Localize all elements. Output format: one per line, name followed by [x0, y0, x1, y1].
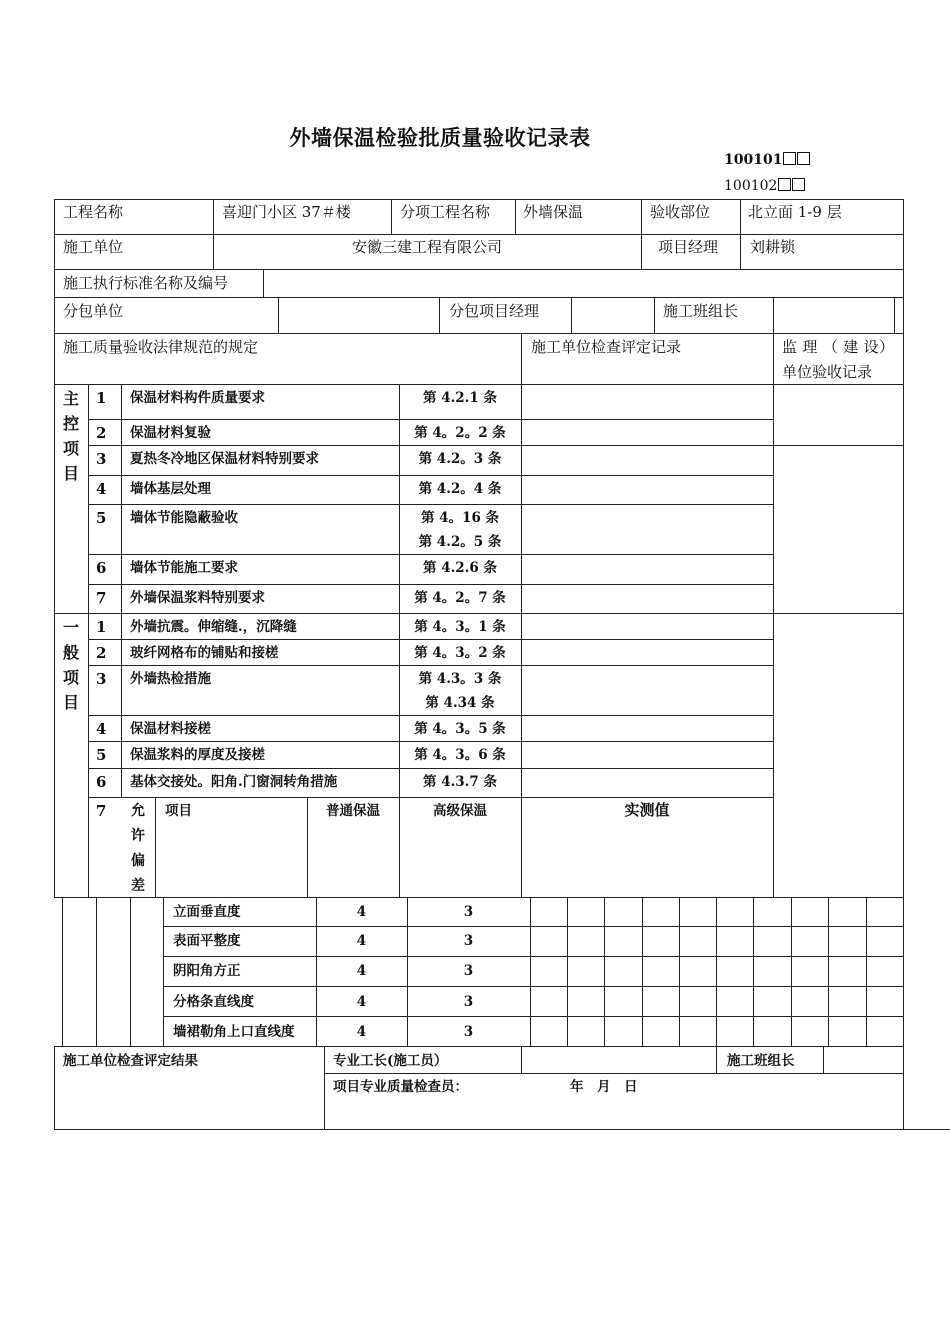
- tolerance-advanced-header: 高级保温: [433, 803, 487, 819]
- item-number: 6: [96, 559, 107, 577]
- acceptance-part-label: 验收部位: [650, 203, 711, 221]
- tolerance-normal-value: 4: [356, 933, 367, 949]
- item-clause: 第 4。3。2 条: [414, 645, 506, 661]
- section-label-char: 一: [62, 618, 79, 637]
- acceptance-part-value: 北立面 1-9 层: [748, 203, 842, 221]
- project-name-label: 工程名称: [63, 203, 124, 221]
- team-leader-label: 施工班组长: [663, 302, 739, 320]
- item-number: 4: [96, 480, 107, 498]
- tolerance-label-char: 差: [131, 878, 145, 894]
- form-code-1: 100101: [724, 152, 810, 168]
- item-description: 外墙抗震。伸缩缝.，沉降缝: [130, 619, 297, 635]
- checkbox-icon: [778, 178, 791, 191]
- tolerance-item-name: 表面平整度: [173, 933, 241, 949]
- measured-value-header: 实测值: [624, 801, 670, 819]
- item-number: 5: [96, 509, 107, 527]
- item-number: 3: [96, 450, 107, 468]
- tolerance-item-name: 阴阳角方正: [173, 963, 241, 979]
- item-clause: 第 4。3。6 条: [414, 747, 506, 763]
- regulation-header: 施工质量验收法律规范的规定: [63, 338, 259, 356]
- item-clause: 第 4。2。7 条: [414, 590, 506, 606]
- section-label-char: 般: [62, 643, 79, 662]
- item-clause: 第 4.2。3 条: [418, 451, 502, 467]
- item-number: 1: [96, 618, 107, 636]
- contractor-value: 安徽三建工程有限公司: [351, 238, 502, 256]
- item-clause: 第 4。2。2 条: [414, 425, 506, 441]
- item-number: 2: [96, 424, 107, 442]
- page-title: 外墙保温检验批质量验收记录表: [289, 125, 591, 150]
- sub-project-value: 外墙保温: [523, 203, 584, 221]
- checkbox-icon: [783, 152, 796, 165]
- item-description: 墙体基层处理: [130, 481, 211, 497]
- tolerance-advanced-value: 3: [463, 963, 474, 979]
- pm-value: 刘耕锁: [750, 238, 796, 256]
- item-description: 保温材料复验: [130, 425, 211, 441]
- contractor-label: 施工单位: [63, 238, 124, 256]
- tolerance-advanced-value: 3: [463, 904, 474, 920]
- foreman-label: 专业工长(施工员）: [333, 1053, 448, 1069]
- item-description: 夏热冬冷地区保温材料特别要求: [130, 451, 319, 467]
- checkbox-icon: [797, 152, 810, 165]
- item-description: 保温材料构件质量要求: [130, 390, 265, 406]
- form-code-2: 100102: [724, 178, 805, 194]
- tolerance-item-name: 立面垂直度: [173, 904, 241, 920]
- item-number: 3: [96, 670, 107, 688]
- tolerance-label-char: 许: [131, 828, 145, 844]
- tolerance-normal-value: 4: [356, 994, 367, 1010]
- item-description: 玻纤网格布的铺贴和接槎: [130, 645, 279, 661]
- item-clause: 第 4.2。4 条: [418, 481, 502, 497]
- section-label-char: 控: [62, 414, 79, 433]
- tolerance-label-char: 偏: [131, 853, 145, 869]
- tolerance-advanced-value: 3: [463, 994, 474, 1010]
- tolerance-item-header: 项目: [165, 803, 192, 819]
- sub-project-label: 分项工程名称: [400, 203, 491, 221]
- item-number: 7: [96, 589, 107, 607]
- item-clause: 第 4。3。1 条: [414, 619, 506, 635]
- item-number: 1: [96, 389, 107, 407]
- section-label-char: 主: [62, 389, 79, 408]
- section-label-char: 项: [62, 668, 79, 687]
- item-description: 墙体节能隐蔽验收: [130, 510, 238, 526]
- item-description: 墙体节能施工要求: [130, 560, 238, 576]
- item-clause: 第 4。16 条: [420, 510, 500, 526]
- date-label: 年 月 日: [570, 1079, 638, 1095]
- tolerance-normal-header: 普通保温: [326, 803, 380, 819]
- tolerance-label-char: 允: [131, 803, 145, 819]
- item-clause: 第 4.2.6 条: [423, 560, 497, 576]
- sub-pm-label: 分包项目经理: [449, 302, 540, 320]
- section-label-char: 目: [62, 693, 79, 712]
- item-description: 外墙热检措施: [130, 671, 211, 687]
- section-label-char: 目: [62, 464, 79, 483]
- pm-label: 项目经理: [658, 238, 719, 256]
- item-clause: 第 4.2。5 条: [418, 534, 502, 550]
- item-clause: 第 4.2.1 条: [423, 390, 497, 406]
- item-number: 5: [96, 746, 107, 764]
- item-number: 6: [96, 773, 107, 791]
- supervision-header-line2: 单位验收记录: [782, 363, 873, 381]
- item-description: 外墙保温浆料特别要求: [130, 590, 265, 606]
- standard-label: 施工执行标准名称及编号: [63, 274, 229, 292]
- tolerance-normal-value: 4: [356, 1024, 367, 1040]
- item-number: 7: [96, 802, 107, 820]
- tolerance-advanced-value: 3: [463, 933, 474, 949]
- checkbox-icon: [792, 178, 805, 191]
- subcontractor-label: 分包单位: [63, 302, 124, 320]
- item-description: 保温浆料的厚度及接槎: [130, 747, 265, 763]
- section-label-char: 项: [62, 439, 79, 458]
- tolerance-item-name: 分格条直线度: [173, 994, 254, 1010]
- item-description: 保温材料接槎: [130, 721, 211, 737]
- check-record-header: 施工单位检查评定记录: [531, 338, 682, 356]
- project-name-value: 喜迎门小区 37＃楼: [222, 203, 351, 221]
- tolerance-advanced-value: 3: [463, 1024, 474, 1040]
- tolerance-normal-value: 4: [356, 904, 367, 920]
- item-number: 4: [96, 720, 107, 738]
- item-clause: 第 4。3。5 条: [414, 721, 506, 737]
- supervision-header-line1: 监 理 （ 建 设）: [782, 338, 894, 356]
- item-clause: 第 4.34 条: [425, 695, 495, 711]
- item-number: 2: [96, 644, 107, 662]
- check-result-label: 施工单位检查评定结果: [63, 1053, 198, 1069]
- item-description: 基体交接处。阳角.门窗洞转角措施: [130, 774, 338, 790]
- tolerance-item-name: 墙裙勒角上口直线度: [173, 1024, 295, 1040]
- quality-inspector-label: 项目专业质量检查员：: [333, 1079, 468, 1095]
- tolerance-normal-value: 4: [356, 963, 367, 979]
- item-clause: 第 4.3。3 条: [418, 671, 502, 687]
- item-clause: 第 4.3.7 条: [423, 774, 497, 790]
- footer-team-leader-label: 施工班组长: [727, 1053, 795, 1069]
